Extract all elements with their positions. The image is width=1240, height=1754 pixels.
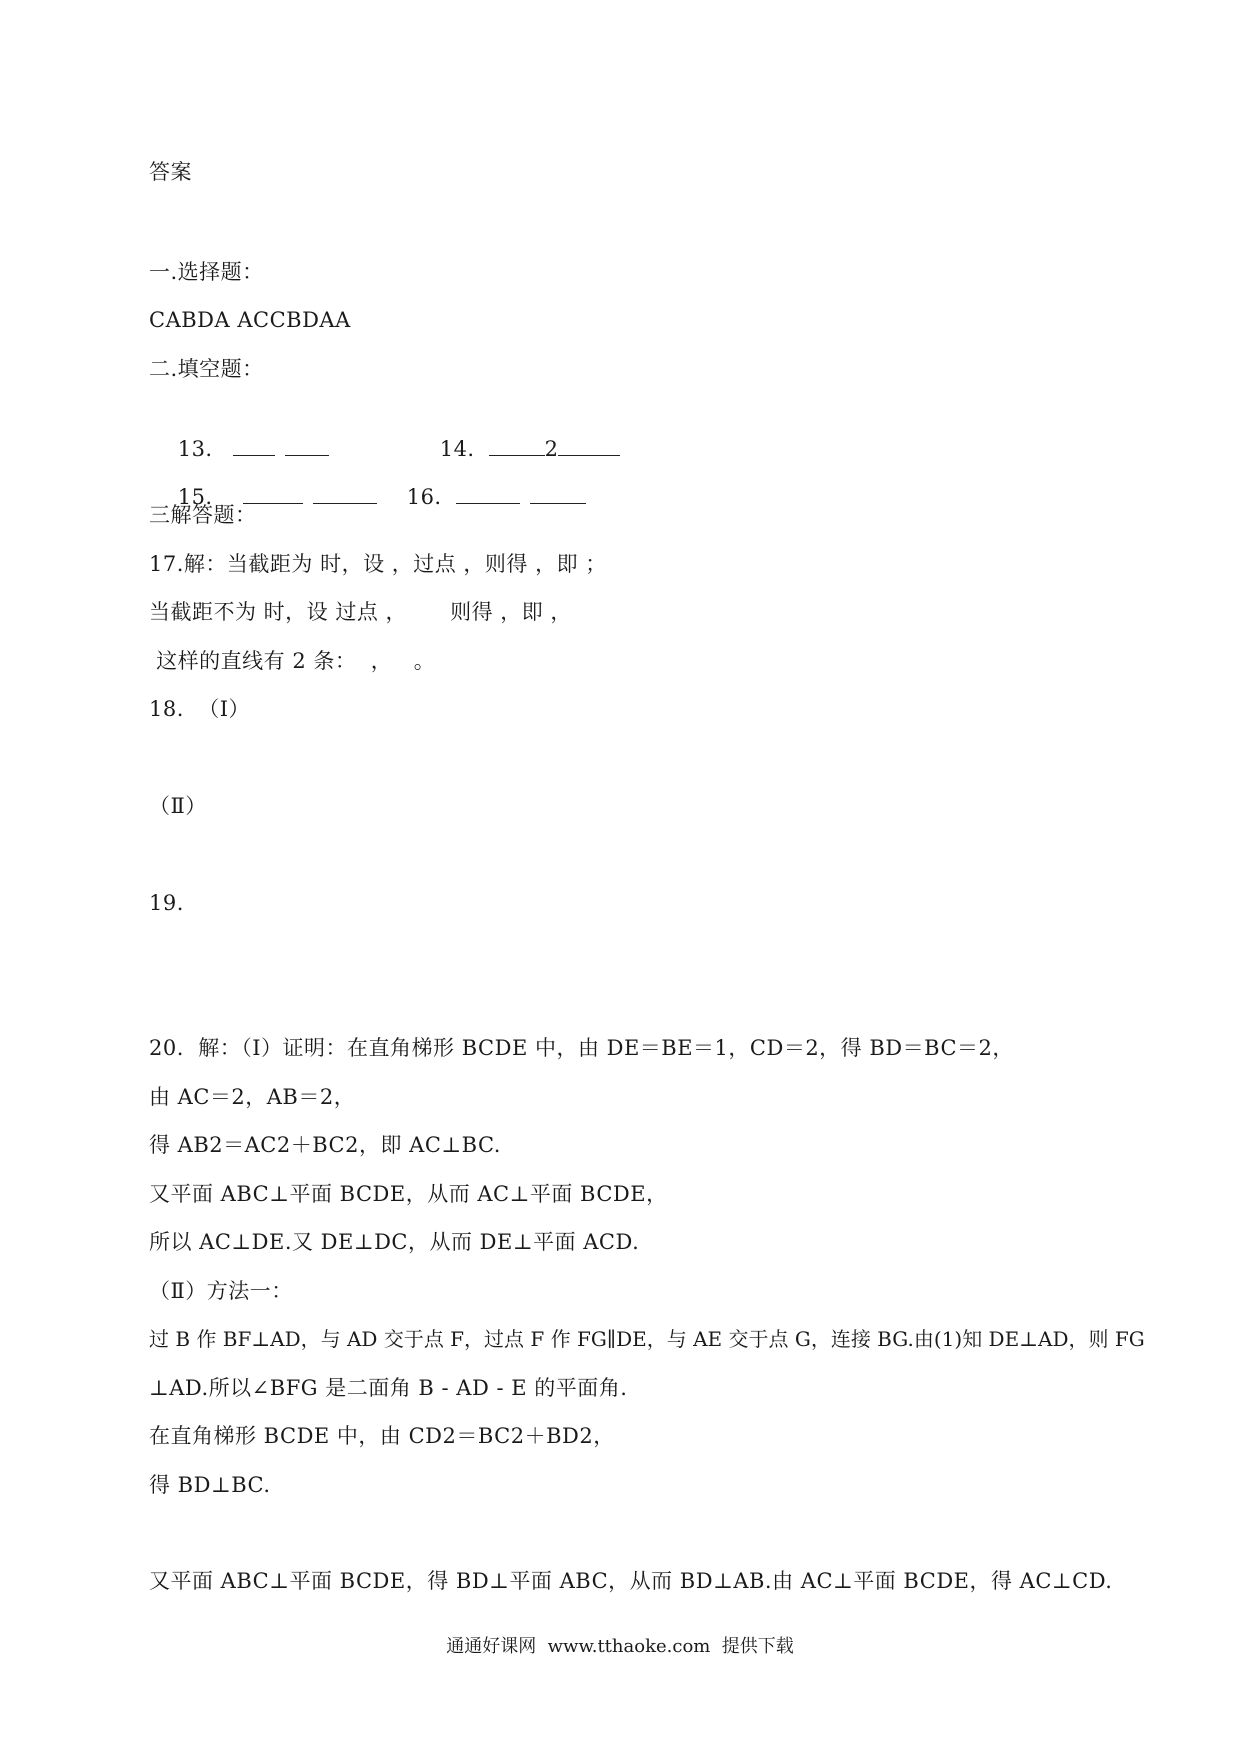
section-heading-solve: 三解答题： [149, 503, 257, 527]
choice-answers: CABDA ACCBDAA [149, 308, 351, 332]
q20-line-8: ⊥AD.所以∠BFG 是二面角 B - AD - E 的平面角. [149, 1376, 628, 1400]
q17-line-3: 这样的直线有 2 条： ， 。 [149, 649, 436, 673]
q20-line-5: 所以 AC⊥DE.又 DE⊥DC，从而 DE⊥平面 ACD. [149, 1230, 640, 1254]
q20-line-2: 由 AC＝2，AB＝2， [149, 1085, 356, 1109]
q20-line-6: （Ⅱ）方法一： [149, 1279, 293, 1303]
doc-title: 答案 [149, 160, 192, 184]
q15-blank-2 [313, 481, 377, 504]
q16-label: 16. [406, 485, 442, 509]
section-heading-choice: 一.选择题： [149, 260, 264, 284]
q20-line-3: 得 AB2＝AC2＋BC2，即 AC⊥BC. [149, 1133, 501, 1157]
q20-line-9: 在直角梯形 BCDE 中，由 CD2＝BC2＋BD2， [149, 1424, 615, 1448]
q15-label: 15. [177, 485, 213, 509]
section-heading-fill: 二.填空题： [149, 357, 264, 381]
q18-part-2: （Ⅱ） [149, 794, 207, 818]
q17-line-2: 当截距不为 时，设 过点 ， 则得 ，即 ， [149, 600, 572, 624]
q20-line-1: 20. 解：（Ⅰ）证明：在直角梯形 BCDE 中，由 DE＝BE＝1，CD＝2，得 BD＝BC＝2， [149, 1036, 1014, 1060]
q20-line-11: 又平面 ABC⊥平面 BCDE，得 BD⊥平面 ABC，从而 BD⊥AB.由 AC⊥平面 BCDE，得 AC⊥CD. [149, 1569, 1113, 1593]
q14-value: 2 [544, 437, 559, 461]
page-footer: 通通好课网 www.tthaoke.com 提供下载 [446, 1636, 794, 1657]
fill-row-2b [378, 451, 586, 542]
q20-line-4: 又平面 ABC⊥平面 BCDE，从而 AC⊥平面 BCDE， [149, 1182, 668, 1206]
q14-label: 14. [439, 437, 475, 461]
q20-line-7: 过 B 作 BF⊥AD，与 AD 交于点 F，过点 F 作 FG∥DE，与 AE 交于点 G，连接 BG.由(1)知 DE⊥AD，则 FG [149, 1327, 1145, 1351]
q20-line-10: 得 BD⊥BC. [149, 1473, 271, 1497]
q18-part-1: 18. （Ⅰ） [149, 697, 251, 721]
q17-line-1: 17.解：当截距为 时，设 ，过点 ，则得 ，即 ； [149, 552, 607, 576]
q19-label: 19. [149, 891, 184, 915]
q16-blank-2 [530, 481, 586, 504]
q16-blank-1 [456, 481, 520, 504]
q13-label: 13. [177, 437, 213, 461]
